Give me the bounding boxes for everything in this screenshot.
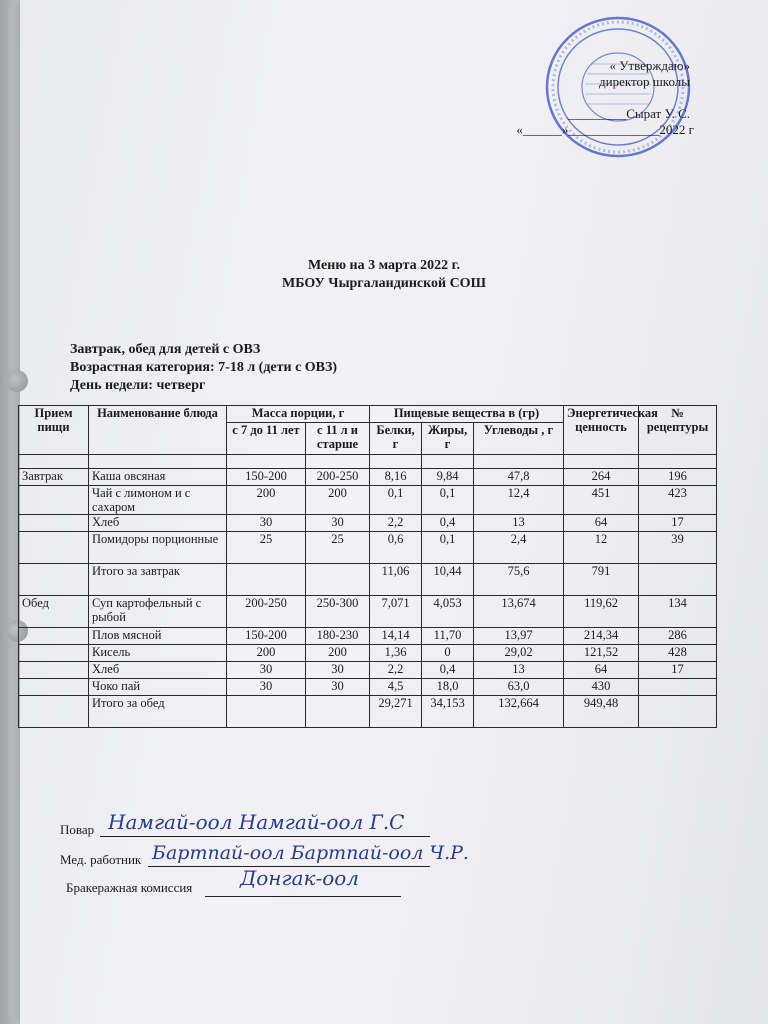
meal-cell <box>19 564 89 596</box>
energy-cell: 64 <box>564 662 639 679</box>
protein-cell: 29,271 <box>370 696 422 728</box>
dish-cell: Кисель <box>89 645 227 662</box>
protein-cell: 0,6 <box>370 532 422 564</box>
table-row <box>19 628 717 645</box>
energy-cell: 12 <box>564 532 639 564</box>
meal-cell <box>19 628 89 645</box>
recipe-cell <box>639 679 717 696</box>
fat-cell: 4,053 <box>422 596 474 628</box>
energy-cell: 264 <box>564 469 639 486</box>
portion-7-11-cell: 200 <box>227 486 306 515</box>
fat-cell: 11,70 <box>422 628 474 645</box>
table-row <box>19 469 717 486</box>
header-energy: Энергетическая ценность <box>564 406 639 455</box>
protein-cell: 14,14 <box>370 628 422 645</box>
recipe-cell <box>639 696 717 728</box>
table-spacer-row <box>19 455 717 469</box>
portion-7-11-cell: 200-250 <box>227 596 306 628</box>
fat-cell: 0,4 <box>422 515 474 532</box>
carbs-cell: 13 <box>474 662 564 679</box>
protein-cell: 8,16 <box>370 469 422 486</box>
meal-cell: Завтрак <box>19 469 89 486</box>
punch-hole-top <box>6 370 28 392</box>
table-row <box>19 596 717 628</box>
dish-cell: Хлеб <box>89 662 227 679</box>
table-row <box>19 696 717 728</box>
portion-11-plus-cell: 200 <box>306 486 370 515</box>
header-nutrients: Пищевые вещества в (гр) <box>370 406 564 423</box>
approval-line-4: «______»______________2022 г <box>516 122 694 137</box>
table-row <box>19 662 717 679</box>
portion-11-plus-cell: 200 <box>306 645 370 662</box>
meal-cell <box>19 679 89 696</box>
fat-cell: 0 <box>422 645 474 662</box>
portion-11-plus-cell: 30 <box>306 679 370 696</box>
header-dish: Наименование блюда <box>89 406 227 455</box>
carbs-cell: 29,02 <box>474 645 564 662</box>
header-meal: Прием пищи <box>19 406 89 455</box>
portion-7-11-cell: 30 <box>227 662 306 679</box>
meal-cell: Обед <box>19 596 89 628</box>
dish-cell: Плов мясной <box>89 628 227 645</box>
cook-signature: Намгай-оол Намгай-оол Г.С <box>108 810 405 834</box>
commission-signature-line <box>205 896 401 897</box>
protein-cell: 1,36 <box>370 645 422 662</box>
table-row <box>19 515 717 532</box>
info-weekday: День недели: четверг <box>70 378 206 393</box>
fat-cell: 0,1 <box>422 532 474 564</box>
carbs-cell: 12,4 <box>474 486 564 515</box>
table-row <box>19 532 717 564</box>
fat-cell: 34,153 <box>422 696 474 728</box>
recipe-cell: 39 <box>639 532 717 564</box>
dish-cell: Чоко пай <box>89 679 227 696</box>
table-row <box>19 564 717 596</box>
fat-cell: 9,84 <box>422 469 474 486</box>
energy-cell: 121,52 <box>564 645 639 662</box>
table-row <box>19 645 717 662</box>
header-portion-11-plus: с 11 л и старше <box>306 423 370 455</box>
table-row <box>19 679 717 696</box>
header-portion-7-11: с 7 до 11 лет <box>227 423 306 455</box>
energy-cell: 214,34 <box>564 628 639 645</box>
recipe-cell: 196 <box>639 469 717 486</box>
protein-cell: 2,2 <box>370 515 422 532</box>
energy-cell: 430 <box>564 679 639 696</box>
fat-cell: 10,44 <box>422 564 474 596</box>
recipe-cell: 134 <box>639 596 717 628</box>
portion-11-plus-cell: 25 <box>306 532 370 564</box>
portion-7-11-cell: 30 <box>227 679 306 696</box>
meal-cell <box>19 662 89 679</box>
carbs-cell: 13,674 <box>474 596 564 628</box>
energy-cell: 791 <box>564 564 639 596</box>
portion-11-plus-cell: 30 <box>306 662 370 679</box>
desk-background <box>0 0 20 1024</box>
approval-line-2: директор школы <box>599 74 690 89</box>
carbs-cell: 2,4 <box>474 532 564 564</box>
portion-11-plus-cell <box>306 696 370 728</box>
dish-cell: Помидоры порционные <box>89 532 227 564</box>
portion-7-11-cell: 150-200 <box>227 628 306 645</box>
meal-cell <box>19 532 89 564</box>
portion-7-11-cell <box>227 696 306 728</box>
carbs-cell: 13,97 <box>474 628 564 645</box>
portion-11-plus-cell: 250-300 <box>306 596 370 628</box>
energy-cell: 949,48 <box>564 696 639 728</box>
fat-cell: 18,0 <box>422 679 474 696</box>
meal-cell <box>19 645 89 662</box>
energy-cell: 119,62 <box>564 596 639 628</box>
table-body <box>19 469 717 728</box>
menu-title: Меню на 3 марта 2022 г. <box>308 258 460 273</box>
school-name: МБОУ Чыргаландинской СОШ <box>282 276 486 291</box>
fat-cell: 0,1 <box>422 486 474 515</box>
energy-cell: 451 <box>564 486 639 515</box>
commission-label: Бракеражная комиссия <box>66 880 193 895</box>
header-recipe: № рецептуры <box>639 406 717 455</box>
dish-cell: Итого за обед <box>89 696 227 728</box>
carbs-cell: 132,664 <box>474 696 564 728</box>
portion-7-11-cell: 200 <box>227 645 306 662</box>
cook-signature-line <box>100 836 430 837</box>
fat-cell: 0,4 <box>422 662 474 679</box>
recipe-cell: 428 <box>639 645 717 662</box>
medic-label: Мед. работник <box>60 852 142 867</box>
portion-11-plus-cell: 30 <box>306 515 370 532</box>
energy-cell: 64 <box>564 515 639 532</box>
dish-cell: Каша овсяная <box>89 469 227 486</box>
protein-cell: 4,5 <box>370 679 422 696</box>
carbs-cell: 13 <box>474 515 564 532</box>
portion-11-plus-cell: 200-250 <box>306 469 370 486</box>
header-portion: Масса порции, г <box>227 406 370 423</box>
dish-cell: Чай с лимоном и с сахаром <box>89 486 227 515</box>
protein-cell: 2,2 <box>370 662 422 679</box>
info-age-category: Возрастная категория: 7-18 л (дети с ОВЗ) <box>70 360 338 375</box>
recipe-cell: 17 <box>639 515 717 532</box>
meal-cell <box>19 515 89 532</box>
header-fat: Жиры, г <box>422 423 474 455</box>
portion-7-11-cell: 25 <box>227 532 306 564</box>
protein-cell: 0,1 <box>370 486 422 515</box>
cook-label: Повар <box>60 822 95 837</box>
carbs-cell: 63,0 <box>474 679 564 696</box>
dish-cell: Итого за завтрак <box>89 564 227 596</box>
protein-cell: 7,071 <box>370 596 422 628</box>
portion-11-plus-cell: 180-230 <box>306 628 370 645</box>
carbs-cell: 47,8 <box>474 469 564 486</box>
header-protein: Белки, г <box>370 423 422 455</box>
recipe-cell: 17 <box>639 662 717 679</box>
portion-7-11-cell <box>227 564 306 596</box>
meal-cell <box>19 486 89 515</box>
recipe-cell: 286 <box>639 628 717 645</box>
meal-cell <box>19 696 89 728</box>
info-meal-type: Завтрак, обед для детей с ОВЗ <box>70 342 261 357</box>
medic-signature: Бартпай-оол Бартпай-оол Ч.Р. <box>152 842 469 864</box>
table-row <box>19 486 717 515</box>
commission-signature: Донгак-оол <box>240 866 360 890</box>
approval-line-1: « Утверждаю» <box>609 58 690 73</box>
menu-table <box>18 405 717 728</box>
dish-cell: Суп картофельный с рыбой <box>89 596 227 628</box>
approval-line-3: _________Сырат У. С. <box>567 106 690 121</box>
protein-cell: 11,06 <box>370 564 422 596</box>
portion-11-plus-cell <box>306 564 370 596</box>
recipe-cell <box>639 564 717 596</box>
recipe-cell: 423 <box>639 486 717 515</box>
portion-7-11-cell: 30 <box>227 515 306 532</box>
portion-7-11-cell: 150-200 <box>227 469 306 486</box>
header-carbs: Углеводы , г <box>474 423 564 455</box>
carbs-cell: 75,6 <box>474 564 564 596</box>
dish-cell: Хлеб <box>89 515 227 532</box>
